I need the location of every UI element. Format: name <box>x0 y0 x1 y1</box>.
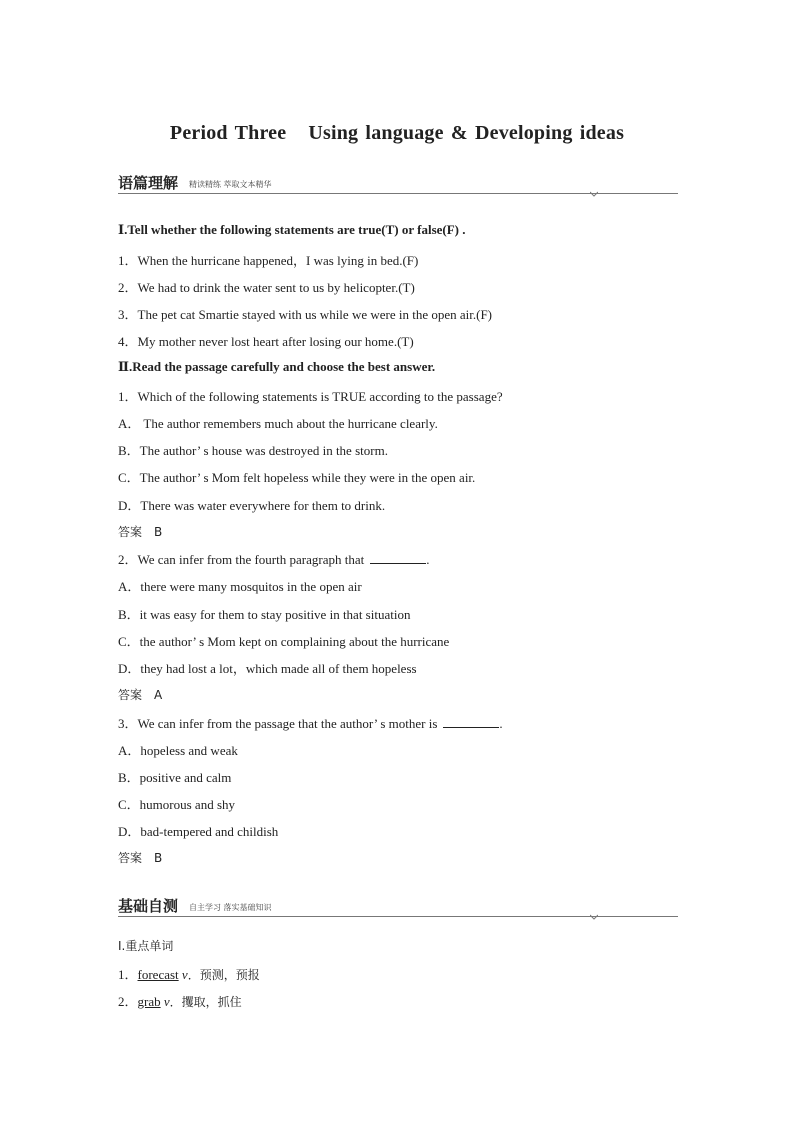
title-period: Period Three <box>169 122 287 144</box>
vocab-pos: v <box>163 994 170 1009</box>
option-item: D．they had lost a lot，which made all of them hopeless <box>118 661 417 676</box>
divider-notch-icon <box>590 189 598 197</box>
question-stem-end: . <box>426 552 430 567</box>
page-title <box>0 122 794 145</box>
part1-instruction: Ⅰ.Tell whether the following statements are true(T) or false(F) . <box>118 222 466 237</box>
option-item: C．The author’ s Mom felt hopeless while they were in the open air. <box>118 470 476 485</box>
option-item: A．hopeless and weak <box>118 743 238 758</box>
vocab-item <box>118 964 260 983</box>
section-subheading: 自主学习 落实基础知识 <box>189 903 272 912</box>
question-stem: 1．Which of the following statements is TRUE according to the passage? <box>118 389 503 404</box>
option-item: C．the author’ s Mom kept on complaining about the hurricane <box>118 634 450 649</box>
section-header-reading <box>118 172 678 196</box>
statement-item: 4．My mother never lost heart after losing our home.(T) <box>118 334 414 349</box>
option-item: B．it was easy for them to stay positive in that situation <box>118 607 411 622</box>
section-subheading: 精读精练 萃取文本精华 <box>189 180 272 189</box>
statement-item: 3．The pet cat Smartie stayed with us while we were in the open air.(F) <box>118 307 493 322</box>
vocab-pos: v <box>181 967 188 982</box>
option-item: C．humorous and shy <box>118 797 236 812</box>
option-item: B．positive and calm <box>118 770 232 785</box>
answer-label: 答案 B <box>118 525 163 539</box>
question-stem <box>118 549 429 568</box>
option-item: D．There was water everywhere for them to drink. <box>118 498 386 513</box>
answer-label: 答案 B <box>118 851 163 865</box>
vocab-word: grab <box>137 994 161 1009</box>
option-item: A．there were many mosquitos in the open air <box>118 579 362 594</box>
question-stem <box>118 713 503 732</box>
question-stem-end: . <box>499 716 503 731</box>
section-heading: 语篇理解 <box>118 174 179 192</box>
statement-item: 2．We had to drink the water sent to us by helicopter.(T) <box>118 280 415 295</box>
option-item: B．The author’ s house was destroyed in the storm. <box>118 443 388 458</box>
vocab-word: forecast <box>137 967 179 982</box>
vocab-instruction: Ⅰ.重点单词 <box>118 939 174 953</box>
divider-notch-icon <box>590 912 598 920</box>
option-item: A． The author remembers much about the hurricane clearly. <box>118 416 438 431</box>
vocab-meaning: ．预测，预报 <box>187 968 260 982</box>
question-stem-text: 2．We can infer from the fourth paragraph that <box>118 552 365 567</box>
vocab-meaning: ．攫取，抓住 <box>169 995 242 1009</box>
vocab-item <box>118 991 242 1010</box>
section-header-basics <box>118 895 678 919</box>
option-item: D．bad-tempered and childish <box>118 824 279 839</box>
section-heading: 基础自测 <box>118 897 179 915</box>
statement-item: 1．When the hurricane happened，I was lying in bed.(F) <box>118 253 419 268</box>
part2-instruction: Ⅱ.Read the passage carefully and choose the best answer. <box>118 359 436 374</box>
answer-label: 答案 A <box>118 688 163 702</box>
question-stem-text: 3．We can infer from the passage that the author’ s mother is <box>118 716 438 731</box>
vocab-number: 2． <box>118 994 138 1009</box>
title-topic: Using language & Developing ideas <box>308 122 625 144</box>
answer-blank <box>370 552 426 564</box>
answer-blank <box>443 716 499 728</box>
vocab-number: 1． <box>118 967 138 982</box>
